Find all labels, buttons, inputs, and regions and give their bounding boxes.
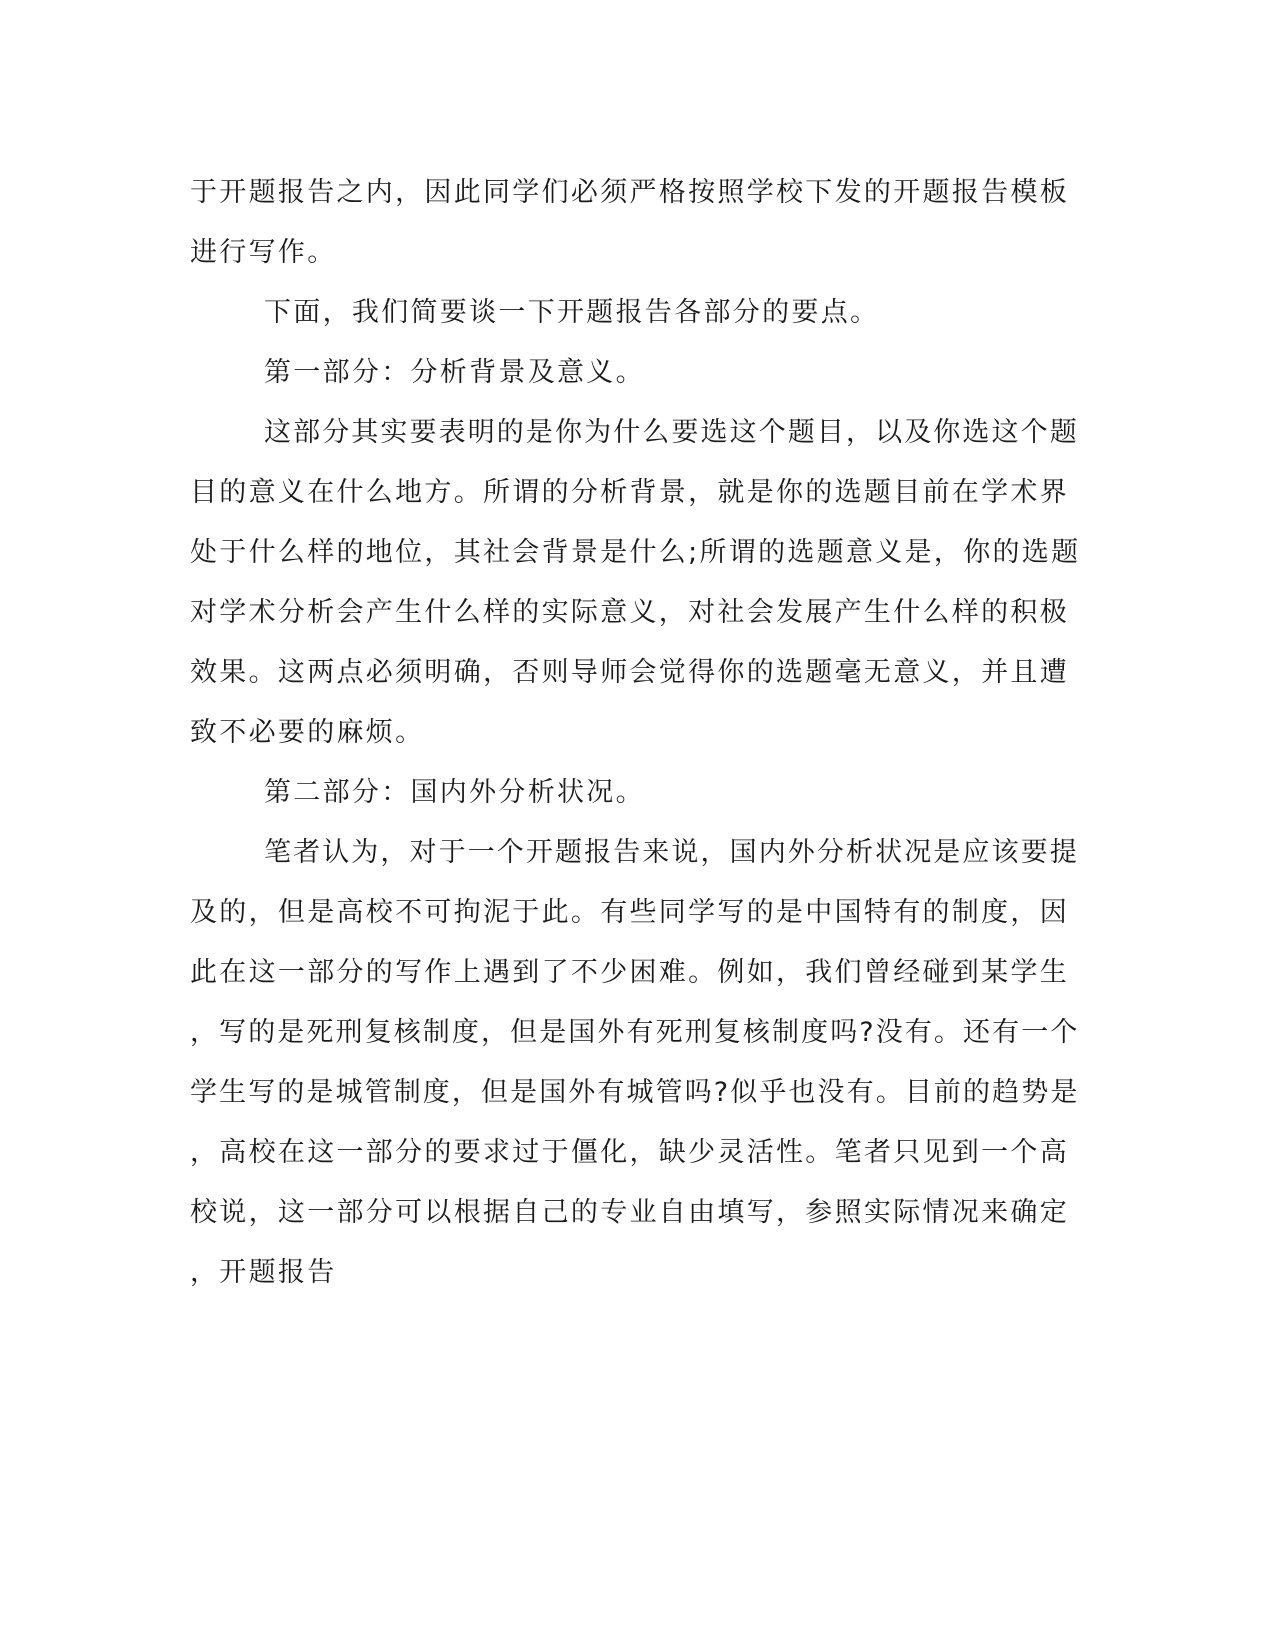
text-line: 于开题报告之内，因此同学们必须严格按照学校下发的开题报告模板 bbox=[190, 177, 1069, 208]
text-line: 致不必要的麻烦。 bbox=[190, 717, 425, 748]
text-line: ，高校在这一部分的要求过于僵化，缺少灵活性。笔者只见到一个高 bbox=[190, 1137, 1069, 1168]
text-line: 学生写的是城管制度，但是国外有城管吗?似乎也没有。目前的趋势是 bbox=[190, 1077, 1080, 1108]
text-line: 此在这一部分的写作上遇到了不少困难。例如，我们曾经碰到某学生 bbox=[190, 957, 1069, 988]
text-line: 处于什么样的地位，其社会背景是什么;所谓的选题意义是，你的选题 bbox=[190, 537, 1081, 568]
text-line: ，写的是死刑复核制度，但是国外有死刑复核制度吗?没有。还有一个 bbox=[190, 1017, 1080, 1048]
text-line: 对学术分析会产生什么样的实际意义，对社会发展产生什么样的积极 bbox=[190, 597, 1069, 628]
text-line: 笔者认为，对于一个开题报告来说，国内外分析状况是应该要提 bbox=[264, 837, 1079, 868]
text-line: ，开题报告 bbox=[190, 1257, 337, 1288]
text-line: 效果。这两点必须明确，否则导师会觉得你的选题毫无意义，并且遭 bbox=[190, 657, 1069, 688]
section-heading: 第二部分：国内外分析状况。 bbox=[264, 777, 645, 808]
body-text bbox=[190, 163, 1080, 1303]
text-line: 这部分其实要表明的是你为什么要选这个题目，以及你选这个题 bbox=[264, 417, 1079, 448]
section-heading: 第一部分：分析背景及意义。 bbox=[264, 357, 645, 388]
text-line: 进行写作。 bbox=[190, 237, 337, 268]
text-line: 下面，我们简要谈一下开题报告各部分的要点。 bbox=[264, 297, 880, 328]
text-line: 校说，这一部分可以根据自己的专业自由填写，参照实际情况来确定 bbox=[190, 1197, 1069, 1228]
text-line: 及的，但是高校不可拘泥于此。有些同学写的是中国特有的制度，因 bbox=[190, 897, 1069, 928]
text-line: 目的意义在什么地方。所谓的分析背景，就是你的选题目前在学术界 bbox=[190, 477, 1069, 508]
